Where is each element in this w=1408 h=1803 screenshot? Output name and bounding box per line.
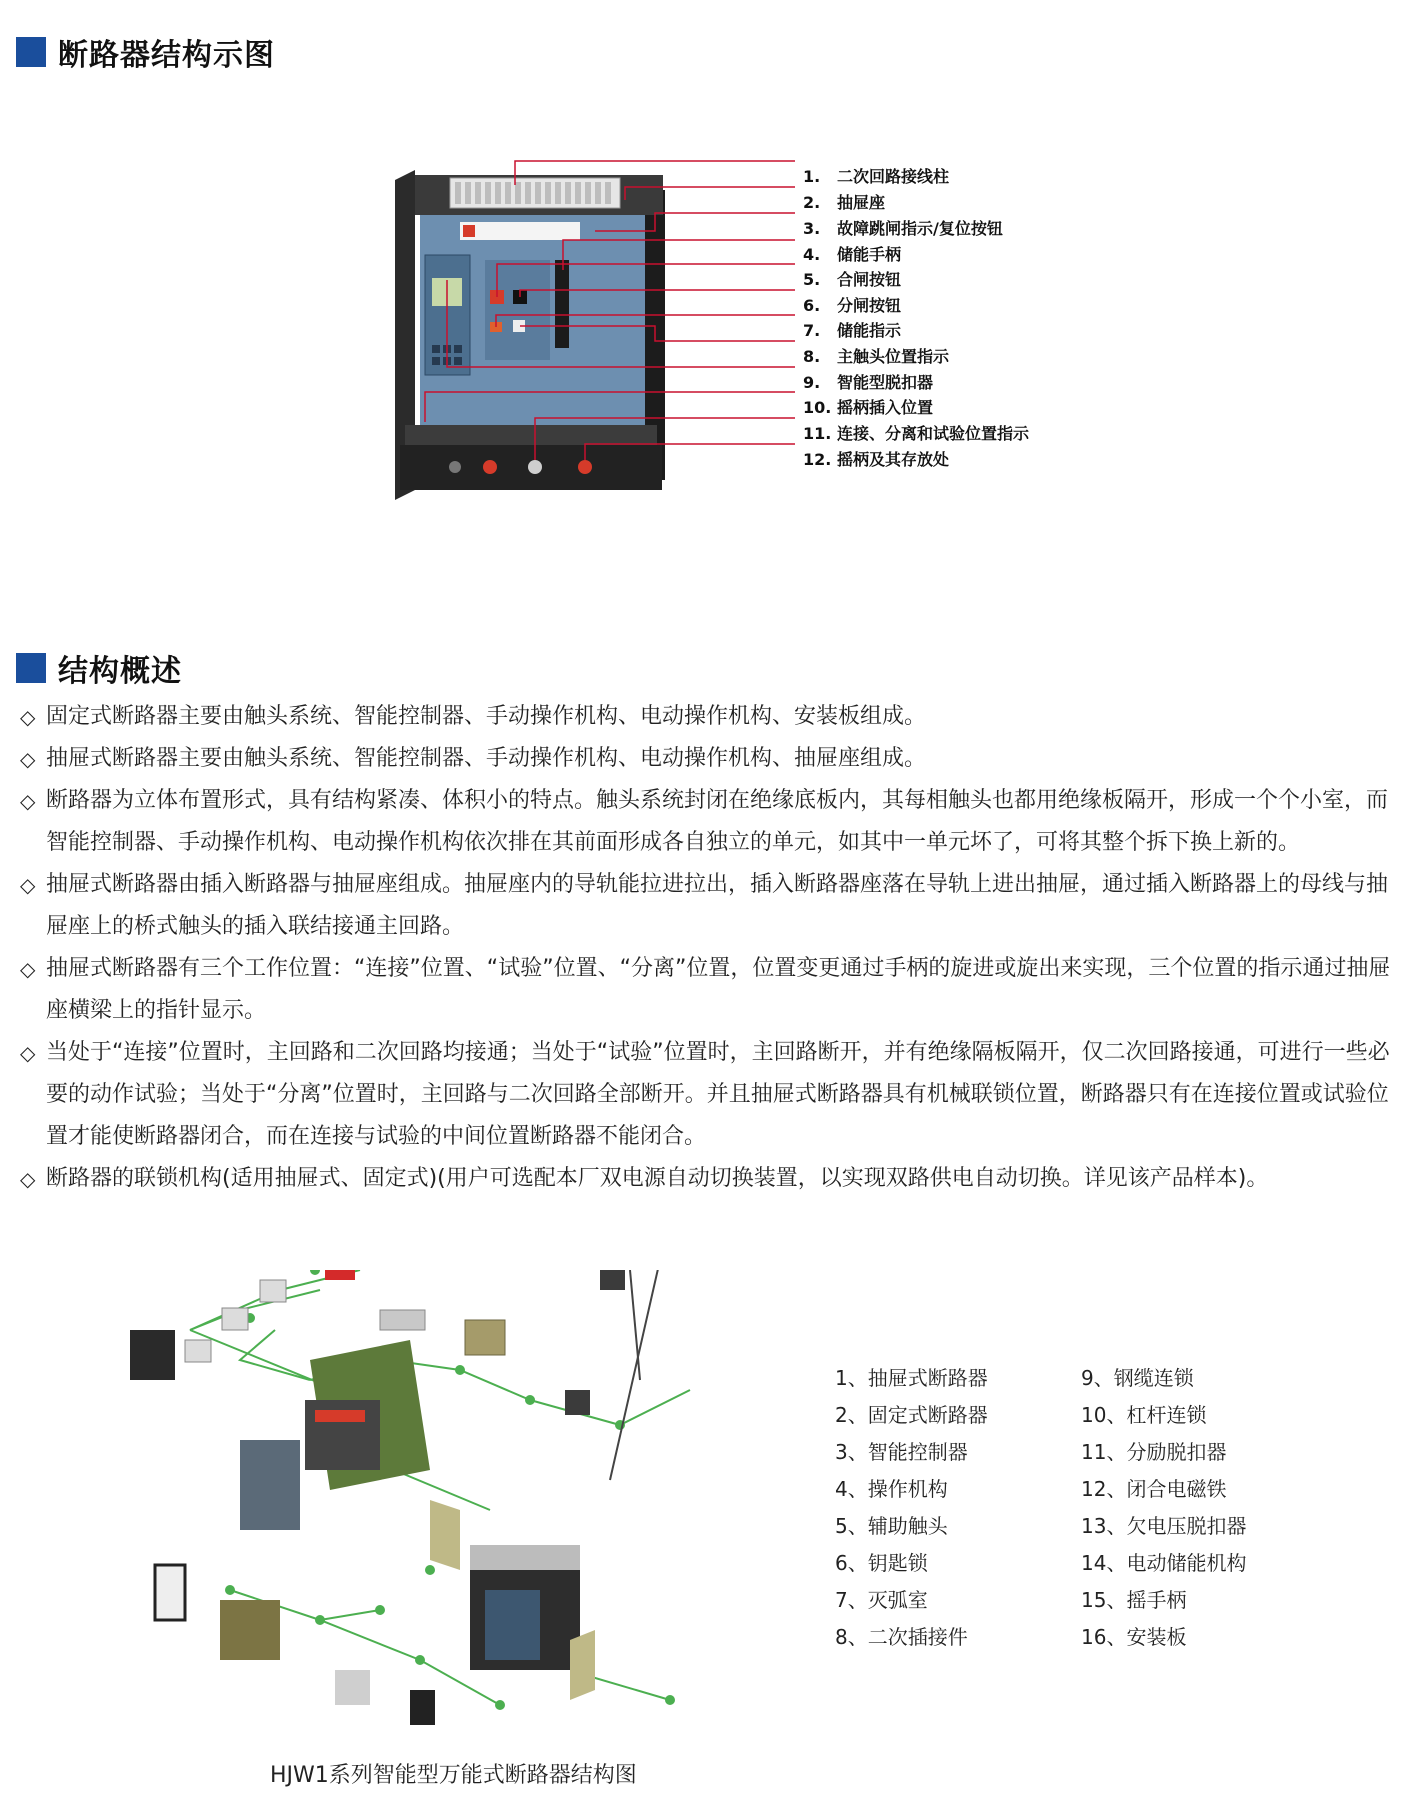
diamond-bullet-icon: ◇ — [20, 747, 36, 771]
part-item: 2、固定式断路器 — [835, 1403, 988, 1427]
list-item: ◇ 断路器为立体布置形式，具有结构紧凑、体积小的特点。触头系统封闭在绝缘底板内，其每相触头也都用绝缘板隔开，形成一个个小室，而智能控制器、手动操作机构、电动操作机构依次排在其前面形成各自独立的单元，如其中一单元坏了，可将其整个拆下换上新的。 — [20, 780, 1395, 864]
part-item: 7、灭弧室 — [835, 1588, 928, 1612]
part-item: 4、操作机构 — [835, 1477, 948, 1501]
parts-legend — [835, 1362, 1385, 1662]
part-label: 11. 连接、分离和试验位置指示 — [803, 424, 1030, 443]
part-item: 13、欠电压脱扣器 — [1081, 1514, 1247, 1538]
list-item: ◇ 抽屉式断路器有三个工作位置：“连接”位置、“试验”位置、“分离”位置，位置变更通过手柄的旋进或旋出来实现，三个位置的指示通过抽屉座横梁上的指针显示。 — [20, 948, 1395, 1032]
part-item: 11、分励脱扣器 — [1081, 1440, 1227, 1464]
part-item: 14、电动储能机构 — [1081, 1551, 1247, 1575]
part-label: 1. 二次回路接线柱 — [803, 167, 950, 186]
part-label: 10. 摇柄插入位置 — [803, 398, 934, 417]
part-item: 16、安装板 — [1081, 1625, 1187, 1649]
section-header-diagram — [16, 30, 275, 74]
exploded-view-figure — [110, 1270, 760, 1740]
part-label: 12. 摇柄及其存放处 — [803, 450, 950, 469]
part-item: 15、摇手柄 — [1081, 1588, 1187, 1612]
part-item: 6、钥匙锁 — [835, 1551, 928, 1575]
list-item: ◇ 当处于“连接”位置时，主回路和二次回路均接通；当处于“试验”位置时，主回路断开，并有绝缘隔板隔开，仅二次回路接通，可进行一些必要的动作试验；当处于“分离”位置时，主回路与二次回路全部断开。并且抽屉式断路器具有机械联锁位置，断路器只有在连接位置或试验位置才能使断路器闭合，而在连接与试验的中间位置断路器不能闭合。 — [20, 1032, 1395, 1158]
diamond-bullet-icon: ◇ — [20, 1041, 36, 1065]
heading-square-icon — [16, 653, 46, 683]
part-item: 9、钢缆连锁 — [1081, 1366, 1194, 1390]
list-item: ◇ 抽屉式断路器主要由触头系统、智能控制器、手动操作机构、电动操作机构、抽屉座组成。 — [20, 738, 1395, 780]
part-label: 3. 故障跳闸指示/复位按钮 — [803, 219, 1003, 238]
part-item: 5、辅助触头 — [835, 1514, 948, 1538]
diamond-bullet-icon: ◇ — [20, 789, 36, 813]
part-item: 10、杠杆连锁 — [1081, 1403, 1207, 1427]
heading-square-icon — [16, 37, 46, 67]
part-item: 3、智能控制器 — [835, 1440, 968, 1464]
part-label: 9. 智能型脱扣器 — [803, 373, 934, 392]
part-label: 7. 储能指示 — [803, 321, 902, 340]
part-item: 8、二次插接件 — [835, 1625, 968, 1649]
section-title: 结构概述 — [58, 654, 182, 689]
part-label: 6. 分闸按钮 — [803, 296, 902, 315]
diamond-bullet-icon: ◇ — [20, 1167, 36, 1191]
part-item: 12、闭合电磁铁 — [1081, 1477, 1227, 1501]
part-label: 2. 抽屉座 — [803, 193, 886, 212]
part-item: 1、抽屉式断路器 — [835, 1366, 988, 1390]
section-title: 断路器结构示图 — [58, 38, 275, 73]
breaker-structure-figure — [395, 160, 1095, 540]
exploded-components-illustration — [110, 1270, 760, 1740]
figure-caption: HJW1系列智能型万能式断路器结构图 — [270, 1763, 637, 1788]
part-label: 5. 合闸按钮 — [803, 270, 902, 289]
diamond-bullet-icon: ◇ — [20, 873, 36, 897]
list-item: ◇ 断路器的联锁机构(适用抽屉式、固定式)(用户可选配本厂双电源自动切换装置，以实现双路供电自动切换。详见该产品样本)。 — [20, 1158, 1395, 1200]
part-label: 8. 主触头位置指示 — [803, 347, 950, 366]
section-header-overview — [16, 646, 182, 690]
overview-list — [20, 696, 1395, 1200]
diamond-bullet-icon: ◇ — [20, 705, 36, 729]
list-item: ◇ 固定式断路器主要由触头系统、智能控制器、手动操作机构、电动操作机构、安装板组成。 — [20, 696, 1395, 738]
diamond-bullet-icon: ◇ — [20, 957, 36, 981]
list-item: ◇ 抽屉式断路器由插入断路器与抽屉座组成。抽屉座内的导轨能拉进拉出，插入断路器座落在导轨上进出抽屉，通过插入断路器上的母线与抽屉座上的桥式触头的插入联结接通主回路。 — [20, 864, 1395, 948]
part-label: 4. 储能手柄 — [803, 245, 902, 264]
